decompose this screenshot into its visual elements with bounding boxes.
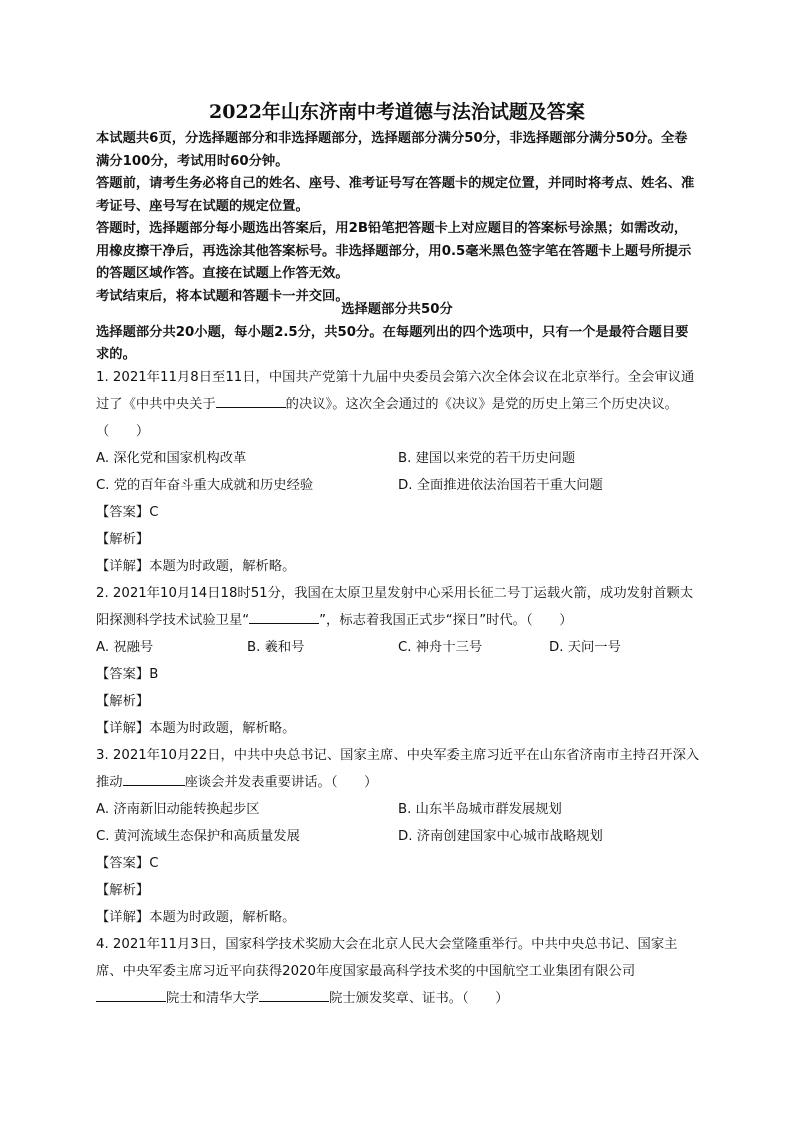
detail-label: 【详解】 bbox=[96, 559, 150, 574]
analysis-label: 【解析】 bbox=[96, 694, 150, 709]
question-text: 3. 2021年10月22日，中共中央总书记、国家主席、中央军委主席习近平在山东省济南市主持召开深入推动 bbox=[96, 748, 700, 790]
question-text: 座谈会并发表重要讲话。（ ） bbox=[184, 775, 378, 790]
detail-text: 本题为时政题，解析略。 bbox=[149, 559, 296, 574]
section-intro bbox=[96, 322, 700, 366]
question-text: ”，标志着我国正式步“探日”时代。（ ） bbox=[319, 613, 573, 628]
detail-label: 【详解】 bbox=[96, 910, 150, 925]
question-stem bbox=[96, 364, 700, 445]
answer-label: 【答案】 bbox=[96, 856, 150, 871]
detail-text: 本题为时政题，解析略。 bbox=[149, 721, 296, 736]
question-3 bbox=[96, 742, 700, 931]
option-b: B. 建国以来党的若干历史问题 bbox=[398, 451, 576, 466]
option-a: A. 济南新旧动能转换起步区 bbox=[96, 802, 260, 817]
option-d: D. 济南创建国家中心城市战略规划 bbox=[398, 829, 603, 844]
instruction-paragraph: 考试结束后，将本试题和答题卡一并交回。 bbox=[96, 288, 349, 304]
instruction-paragraph: 本试题共6页，分选择题部分和非选择题部分，选择题部分满分50分，非选择题部分满分50分。全卷满分100分，考试用时60分钟。 bbox=[96, 131, 688, 169]
instruction-paragraph: 答题时，选择题部分每小题选出答案后，用2B铅笔把答题卡上对应题目的答案标号涂黑；如需改动，用橡皮擦干净后，再选涂其他答案标号。非选择题部分，用0.5毫米黑色签字笔在答题卡上题号所提示的答题区域作答。直接在试题上作答无效。 bbox=[96, 221, 692, 281]
instruction-paragraph: 答题前，请考生务必将自己的姓名、座号、准考证号写在答题卡的规定位置，并同时将考点、姓名、准考证号、座号写在试题的规定位置。 bbox=[96, 176, 695, 214]
detail-line bbox=[96, 715, 700, 742]
question-stem bbox=[96, 580, 700, 634]
answer-blank bbox=[96, 987, 166, 1002]
detail-label: 【详解】 bbox=[96, 721, 150, 736]
answer-value: B bbox=[149, 667, 159, 682]
option-a: A. 深化党和国家机构改革 bbox=[96, 451, 247, 466]
question-stem bbox=[96, 742, 700, 796]
section-heading: 选择题部分共50分 bbox=[341, 302, 453, 317]
question-1 bbox=[96, 364, 700, 580]
answer-label: 【答案】 bbox=[96, 505, 150, 520]
question-2 bbox=[96, 580, 700, 742]
option-c: C. 党的百年奋斗重大成就和历史经验 bbox=[96, 478, 314, 493]
question-4 bbox=[96, 931, 700, 1012]
question-text: 2. 2021年10月14日18时51分，我国在太原卫星发射中心采用长征二号丁运载火箭，成功发射首颗太阳探测科学技术试验卫星“ bbox=[96, 586, 694, 628]
option-list bbox=[96, 634, 700, 661]
answer-blank bbox=[259, 987, 329, 1002]
question-list bbox=[96, 364, 700, 1012]
page-title: 2022年山东济南中考道德与法治试题及答案 bbox=[209, 101, 585, 123]
detail-text: 本题为时政题，解析略。 bbox=[149, 910, 296, 925]
option-a: A. 祝融号 bbox=[96, 640, 154, 655]
analysis-label: 【解析】 bbox=[96, 532, 150, 547]
option-c: C. 黄河流域生态保护和高质量发展 bbox=[96, 829, 300, 844]
answer-value: C bbox=[149, 856, 159, 871]
answer-blank bbox=[123, 771, 185, 786]
exam-instructions bbox=[96, 128, 700, 308]
answer-blank bbox=[216, 393, 286, 408]
option-b: B. 山东半岛城市群发展规划 bbox=[398, 802, 562, 817]
option-list bbox=[96, 445, 700, 499]
option-c: C. 神舟十三号 bbox=[398, 640, 483, 655]
analysis-label: 【解析】 bbox=[96, 883, 150, 898]
answer-blank bbox=[249, 609, 319, 624]
question-text: 1. 2021年11月8日至11日，中国共产党第十九届中央委员会第六次全体会议在北京举行。全会审议通过了《中共中央关于 bbox=[96, 370, 695, 412]
detail-line bbox=[96, 553, 700, 580]
answer-label: 【答案】 bbox=[96, 667, 150, 682]
detail-line bbox=[96, 904, 700, 931]
question-text: 4. 2021年11月3日，国家科学技术奖励大会在北京人民大会堂隆重举行。中共中央总书记、国家主席、中央军委主席习近平向获得2020年度国家最高科学技术奖的中国航空工业集团有限公司 bbox=[96, 937, 678, 979]
section-intro-text: 选择题部分共20小题，每小题2.5分，共50分。在每题列出的四个选项中，只有一个是最符合题目要求的。 bbox=[96, 325, 689, 362]
question-text: 院士和清华大学 bbox=[166, 991, 260, 1006]
option-d: D. 天问一号 bbox=[549, 640, 621, 655]
option-d: D. 全面推进依法治国若干重大问题 bbox=[398, 478, 603, 493]
answer-value: C bbox=[149, 505, 159, 520]
question-stem bbox=[96, 931, 700, 1012]
answer-line bbox=[96, 499, 700, 526]
question-text: 的决议》。这次全会通过的《决议》是党的历史上第三个历史决议。（ ） bbox=[96, 397, 678, 439]
option-list bbox=[96, 796, 700, 850]
question-text: 院士颁发奖章、证书。（ ） bbox=[329, 991, 509, 1006]
option-b: B. 羲和号 bbox=[247, 640, 305, 655]
answer-line bbox=[96, 850, 700, 877]
answer-line bbox=[96, 661, 700, 688]
